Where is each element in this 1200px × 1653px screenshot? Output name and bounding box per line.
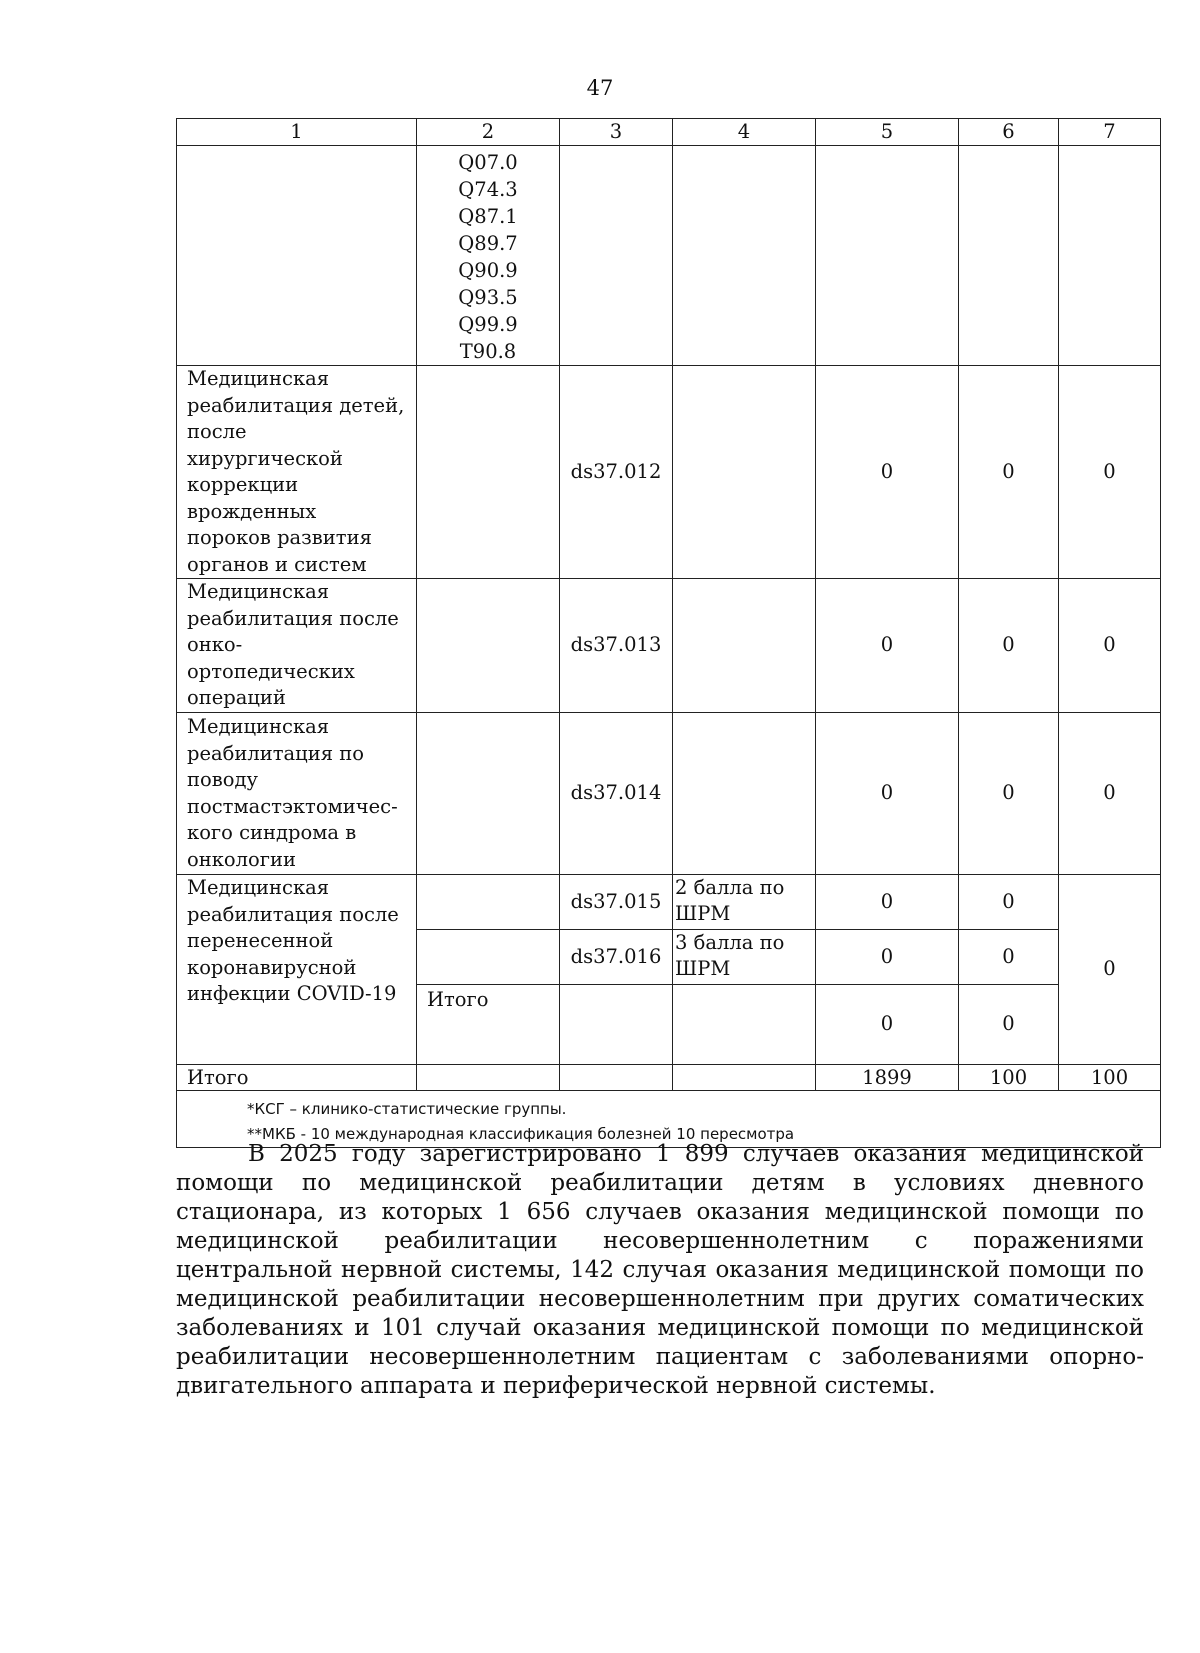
body-paragraph: В 2025 году зарегистрировано 1 899 случаев оказания медицинской помощи по медицинской реабилитации детям в условиях дневного стационара, из которых 1 656 случаев оказания медицинской помощи по медицинской реабилитации несовершеннолетним с поражениями центральной нервной системы, 142 случая оказания медицинской помощи по медицинской реабилитации несовершеннолетним при других соматических заболеваниях и 101 случай оказания медицинской помощи по медицинской реабилитации несовершеннолетним пациентам с заболеваниями опорно-двигательного аппарата и периферической нервной системы. bbox=[176, 1141, 1144, 1399]
value-cell: 0 bbox=[959, 930, 1059, 985]
header-cell: 6 bbox=[959, 119, 1059, 146]
value-cell: 0 bbox=[816, 930, 959, 985]
ksg-code: ds37.014 bbox=[560, 713, 673, 875]
row-name: Медицинская реабилитация по поводу постмастэктомичес-кого синдрома в онкологии bbox=[177, 713, 417, 875]
total-value: 1899 bbox=[816, 1065, 959, 1091]
table-notes-row bbox=[177, 1091, 1161, 1148]
table-total-row bbox=[177, 1065, 1161, 1091]
row-name: Медицинская реабилитация детей, после хирургической коррекции врожденных пороков развития органов и систем bbox=[177, 366, 417, 579]
ksg-code: ds37.015 bbox=[560, 875, 673, 930]
value-cell: 0 bbox=[816, 713, 959, 875]
table-row bbox=[177, 875, 1161, 930]
score-cell: 2 балла по ШРМ bbox=[673, 875, 816, 930]
footnote: **МКБ - 10 международная классификация болезней 10 пересмотра bbox=[247, 1125, 795, 1143]
header-cell: 3 bbox=[560, 119, 673, 146]
table-row-codes bbox=[177, 146, 1161, 366]
diagnosis-code: T90.8 bbox=[459, 340, 517, 363]
diagnosis-code: Q93.5 bbox=[458, 286, 518, 309]
data-table bbox=[176, 118, 1161, 1148]
footnote: *КСГ – клинико-статистические группы. bbox=[247, 1100, 567, 1118]
header-cell: 4 bbox=[673, 119, 816, 146]
value-cell: 0 bbox=[816, 985, 959, 1065]
subtotal-label: Итого bbox=[417, 985, 560, 1065]
score-cell: 3 балла по ШРМ bbox=[673, 930, 816, 985]
value-cell: 0 bbox=[1059, 366, 1161, 579]
table-row bbox=[177, 713, 1161, 875]
value-cell: 0 bbox=[1059, 713, 1161, 875]
table-header-row bbox=[177, 119, 1161, 146]
header-cell: 5 bbox=[816, 119, 959, 146]
value-cell: 0 bbox=[959, 985, 1059, 1065]
table-row bbox=[177, 579, 1161, 713]
row-name: Медицинская реабилитация после перенесенной коронавирусной инфекции COVID-19 bbox=[177, 875, 417, 1065]
header-cell: 2 bbox=[417, 119, 560, 146]
value-cell: 0 bbox=[816, 366, 959, 579]
page-number: 47 bbox=[586, 76, 614, 100]
total-value: 100 bbox=[1059, 1065, 1161, 1091]
diagnosis-code: Q87.1 bbox=[458, 205, 518, 228]
value-cell: 0 bbox=[959, 579, 1059, 713]
ksg-code: ds37.013 bbox=[560, 579, 673, 713]
total-label: Итого bbox=[177, 1065, 417, 1091]
value-cell: 0 bbox=[959, 875, 1059, 930]
value-cell: 0 bbox=[959, 366, 1059, 579]
value-cell: 0 bbox=[816, 579, 959, 713]
value-cell: 0 bbox=[816, 875, 959, 930]
value-cell: 0 bbox=[1059, 579, 1161, 713]
ksg-code: ds37.012 bbox=[560, 366, 673, 579]
footnotes bbox=[177, 1091, 1161, 1148]
value-cell: 0 bbox=[1059, 875, 1161, 1065]
diagnosis-code: Q07.0 bbox=[458, 151, 518, 174]
diagnosis-code: Q99.9 bbox=[458, 313, 518, 336]
value-cell: 0 bbox=[959, 713, 1059, 875]
table-row bbox=[177, 366, 1161, 579]
diagnosis-code: Q89.7 bbox=[458, 232, 518, 255]
row-name: Медицинская реабилитация после онко-ортопедических операций bbox=[177, 579, 417, 713]
ksg-code: ds37.016 bbox=[560, 930, 673, 985]
diagnosis-codes-cell bbox=[417, 146, 560, 366]
header-cell: 1 bbox=[177, 119, 417, 146]
header-cell: 7 bbox=[1059, 119, 1161, 146]
total-value: 100 bbox=[959, 1065, 1059, 1091]
diagnosis-code: Q90.9 bbox=[458, 259, 518, 282]
diagnosis-code: Q74.3 bbox=[458, 178, 518, 201]
